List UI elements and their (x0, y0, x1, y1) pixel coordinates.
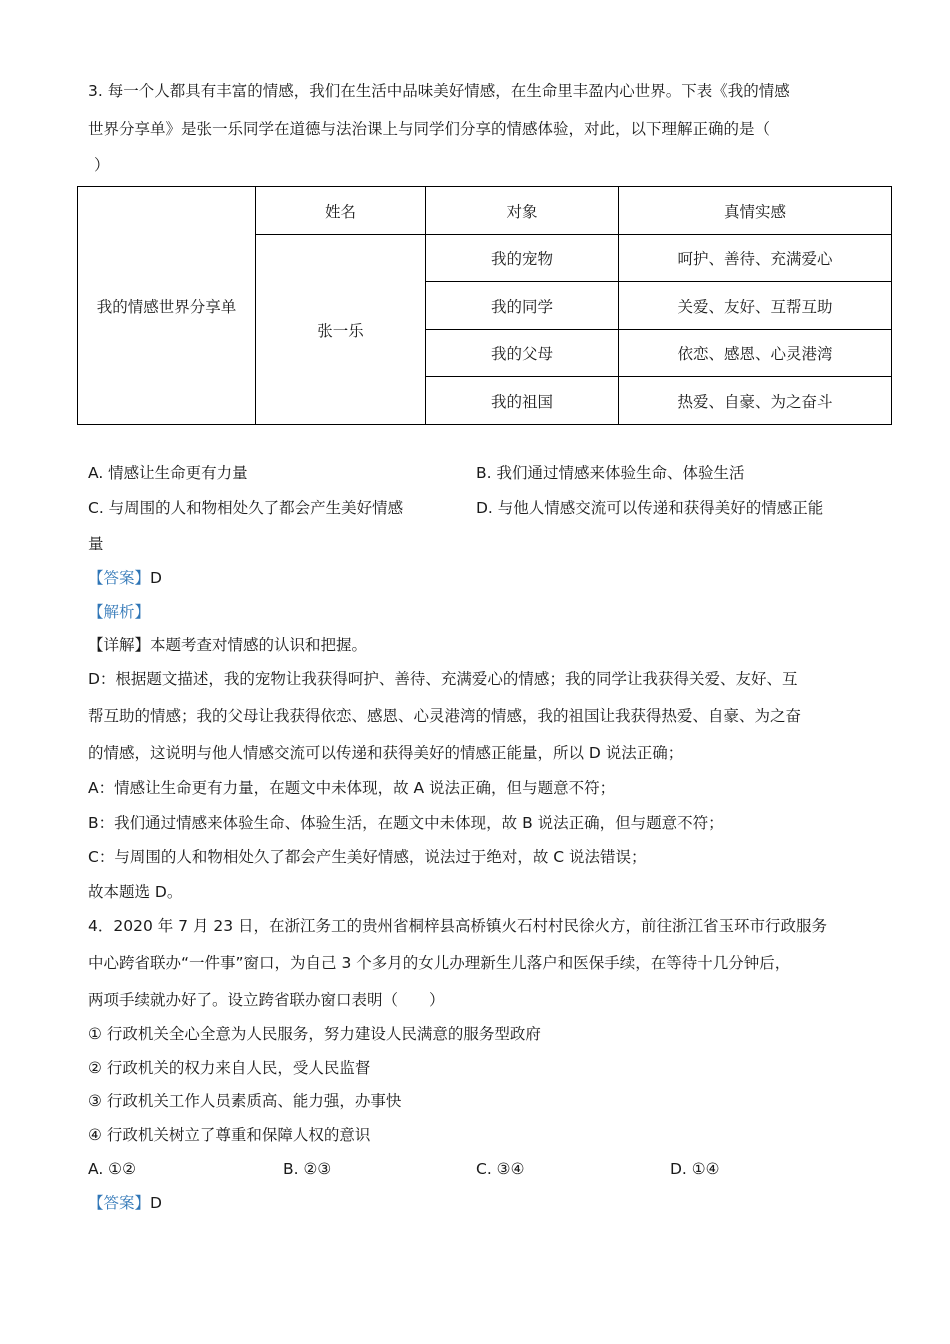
explain-line: 帮互助的情感；我的父母让我获得依恋、感恩、心灵港湾的情感，我的祖国让我获得热爱、自豪、为之奋 (88, 707, 802, 725)
explain-line: D：根据题文描述，我的宠物让我获得呵护、善待、充满爱心的情感；我的同学让我获得关爱、友好、互 (88, 670, 798, 688)
q3-stem-line-2: 世界分享单》是张一乐同学在道德与法治课上与同学们分享的情感体验，对此，以下理解正确的是（ (88, 120, 771, 138)
q3-option-c: C. 与周围的人和物相处久了都会产生美好情感 (88, 499, 404, 517)
answer-tag: 【答案】 (88, 569, 151, 587)
q4-option-c: C. ③④ (476, 1160, 525, 1178)
q4-answer (88, 1192, 162, 1214)
q4-item: ④ 行政机关树立了尊重和保障人权的意识 (88, 1126, 371, 1144)
table-row-feeling: 依恋、感恩、心灵港湾 (619, 330, 892, 377)
q4-stem-line-3: 两项手续就办好了。设立跨省联办窗口表明（ ） (88, 991, 445, 1009)
explain-line: C：与周围的人和物相处久了都会产生美好情感，说法过于绝对，故 C 说法错误； (88, 848, 647, 866)
q3-option-d: D. 与他人情感交流可以传递和获得美好的情感正能 (476, 499, 824, 517)
explain-line: 的情感，这说明与他人情感交流可以传递和获得美好的情感正能量，所以 D 说法正确； (88, 744, 684, 762)
explain-line: A：情感让生命更有力量，在题文中未体现，故 A 说法正确，但与题意不符； (88, 779, 616, 797)
table-row-object: 我的祖国 (426, 377, 619, 425)
emotion-share-table (77, 186, 892, 425)
detail-tag: 【详解】 (88, 636, 151, 654)
header-object: 对象 (426, 187, 619, 235)
q4-item: ① 行政机关全心全意为人民服务，努力建设人民满意的服务型政府 (88, 1025, 541, 1043)
q4-option-d: D. ①④ (670, 1160, 720, 1178)
answer-value: D (150, 569, 162, 587)
detail-text: 本题考查对情感的认识和把握。 (150, 636, 368, 654)
q3-option-b: B. 我们通过情感来体验生命、体验生活 (476, 464, 745, 482)
q4-stem-line-1: 4．2020 年 7 月 23 日，在浙江务工的贵州省桐梓县高桥镇火石村村民徐火方，前往浙江省玉环市行政服务 (88, 917, 828, 935)
q4-stem-line-2: 中心跨省联办“一件事”窗口，为自己 3 个多月的女儿办理新生儿落户和医保手续，在等待十几分钟后， (88, 954, 791, 972)
q4-item: ② 行政机关的权力来自人民，受人民监督 (88, 1059, 371, 1077)
q3-stem-line-1: 3. 每一个人都具有丰富的情感，我们在生活中品味美好情感，在生命里丰盈内心世界。下表《我的情感 (88, 82, 790, 100)
header-name: 姓名 (256, 187, 426, 235)
q3-option-a: A. 情感让生命更有力量 (88, 464, 248, 482)
q4-item: ③ 行政机关工作人员素质高、能力强，办事快 (88, 1092, 402, 1110)
q4-option-a: A. ①② (88, 1160, 136, 1178)
q3-stem-line-3: ） (94, 156, 110, 174)
table-row-object: 我的同学 (426, 282, 619, 330)
table-row-feeling: 热爱、自豪、为之奋斗 (619, 377, 892, 425)
header-feeling: 真情实感 (619, 187, 892, 235)
student-name-cell: 张一乐 (256, 235, 426, 425)
explain-line: B：我们通过情感来体验生命、体验生活，在题文中未体现，故 B 说法正确，但与题意不符； (88, 814, 724, 832)
table-row-object: 我的宠物 (426, 235, 619, 282)
table-row-feeling: 关爱、友好、互帮互助 (619, 282, 892, 330)
analysis-tag: 【解析】 (88, 603, 151, 621)
q3-answer (88, 567, 162, 589)
table-row-object: 我的父母 (426, 330, 619, 377)
q4-option-b: B. ②③ (283, 1160, 332, 1178)
answer-value: D (150, 1194, 162, 1212)
table-row-feeling: 呵护、善待、充满爱心 (619, 235, 892, 282)
q3-option-d-continued: 量 (88, 535, 104, 553)
detail-line (88, 634, 367, 656)
table-title-cell: 我的情感世界分享单 (78, 187, 256, 425)
answer-tag: 【答案】 (88, 1194, 151, 1212)
explain-line: 故本题选 D。 (88, 883, 183, 901)
